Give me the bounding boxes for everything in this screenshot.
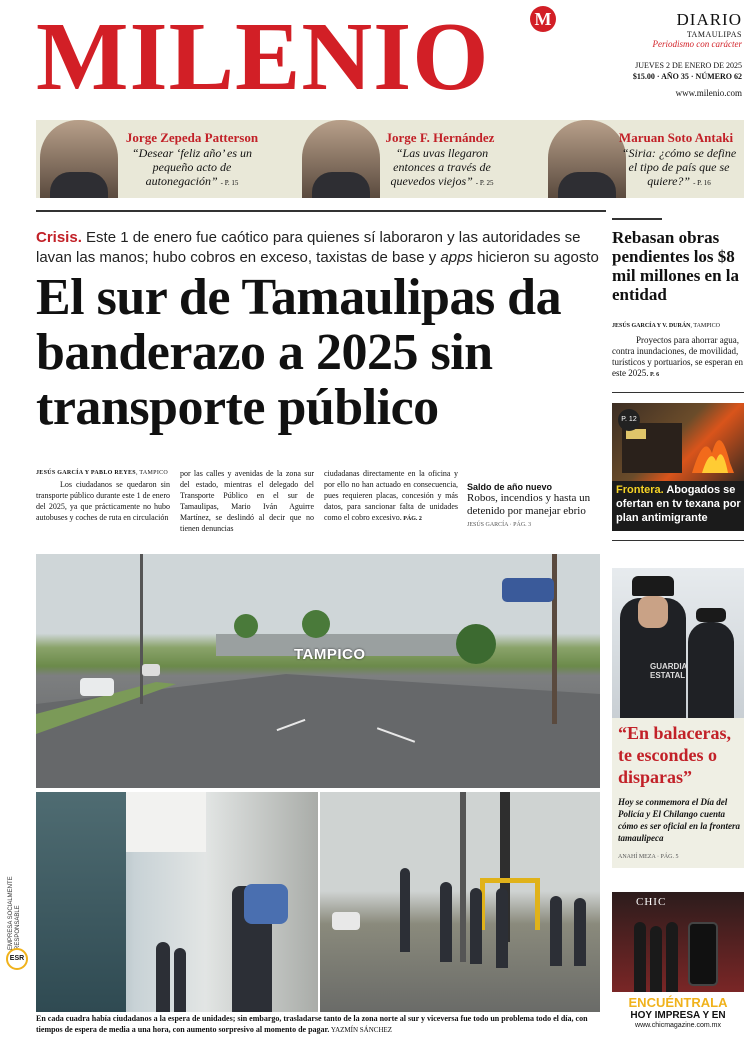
slogan: Periodismo con carácter: [652, 39, 742, 49]
person: [174, 948, 186, 1012]
esr-text: EMPRESA SOCIALMENTE RESPONSABLE: [8, 876, 21, 950]
logo-mark: M: [530, 6, 556, 32]
date-line: JUEVES 2 DE ENERO DE 2025: [635, 61, 742, 70]
lead-kicker: Crisis. Este 1 de enero fue caótico para quienes sí laboraron y las autoridades se lavan las manos; hubo cobros en exceso, taxistas de base y apps hicieron su agosto: [36, 229, 599, 266]
chic-url[interactable]: www.chicmagazine.com.mx: [635, 1022, 721, 1029]
person: [634, 922, 646, 992]
columnist-photo: [302, 120, 380, 198]
balaceras-story[interactable]: [612, 568, 744, 868]
rebasan-byline: JESÚS GARCÍA Y V. DURÁN, TAMPICO: [612, 323, 720, 329]
frontera-text: Frontera. Abogados se ofertan en tv texana por plan antimigrante: [616, 484, 741, 524]
columnist-1[interactable]: [36, 120, 272, 198]
street-photo-right: [320, 792, 600, 1012]
police-officer: [688, 622, 734, 718]
police-cap: [632, 576, 674, 596]
frontera-story[interactable]: [612, 403, 744, 531]
person: [470, 888, 482, 964]
chic-cta-primary: ENCUÉNTRALA: [628, 995, 728, 1010]
columnist-3[interactable]: [508, 120, 744, 198]
columnist-quote: “Desear ‘feliz año’ es un pequeño acto de autonegación” - P. 15: [132, 146, 252, 188]
saldo-text: Robos, incendios y hasta un detenido por manejar ebrio: [467, 492, 591, 517]
chic-logo: CHIC: [636, 896, 667, 908]
esr-logo: ESR: [6, 948, 28, 970]
lead-headline[interactable]: El sur de Tamaulipas da banderazo a 2025 sin transporte público: [36, 269, 562, 436]
saldo-title: Saldo de año nuevo: [467, 482, 553, 492]
chic-cover: [612, 892, 744, 992]
columnist-quote: “Las uvas llegaron entonces a través de quevedos viejos” - P. 25: [390, 146, 494, 188]
balaceras-text: Hoy se conmemora el Día del Policía y El Chilango cuenta cómo es ser oficial en la frontera tamaulipeca: [618, 797, 740, 843]
pole: [460, 792, 466, 962]
columnist-name: Jorge F. Hernández: [385, 130, 495, 145]
tampico-sign: TAMPICO: [294, 646, 366, 663]
price-line: $15.00 · AÑO 35 · NÚMERO 62: [632, 72, 742, 81]
person: [650, 926, 662, 992]
bus-stop: [480, 878, 540, 930]
kicker-label: Crisis.: [36, 229, 82, 246]
saldo-brief[interactable]: [467, 482, 605, 528]
diario-label: DIARIO: [676, 10, 742, 29]
person: [496, 888, 508, 968]
storefront: [36, 792, 126, 1012]
lead-body-col-2: por las calles y avenidas de la zona sur del estado, mientras el delegado del Transporte Público en el sur de Tamaulipas, Mario Iván Aguirre Martínez, se deslindó al decir que no tienen denuncias: [180, 469, 314, 533]
police-photo: [612, 568, 744, 718]
website-link[interactable]: www.milenio.com: [675, 88, 742, 98]
backpack: [244, 884, 288, 924]
road-illustration: [36, 554, 600, 788]
street-photo-left: [36, 792, 318, 1012]
columnists-bar: [36, 120, 744, 198]
main-photo: [36, 554, 600, 788]
person: [574, 898, 586, 966]
masthead-logo: MILENIO: [36, 3, 490, 111]
uniform-text: GUARDIA ESTATAL: [650, 662, 688, 680]
lead-body-col-3: ciudadanas directamente en la oficina y por ello no han actuado en consecuencia, pues requieren placas, concesión y más datos, para sancionar falta de unidades como el cobro excesivo. PÁG. 2: [324, 469, 458, 522]
rebasan-headline[interactable]: Rebasan obras pendientes los $8 mil millones en la entidad: [612, 228, 740, 304]
columnist-2[interactable]: [272, 120, 508, 198]
police-face: [638, 596, 668, 628]
lead-byline: JESÚS GARCÍA Y PABLO REYES, TAMPICO: [36, 470, 169, 476]
balaceras-quote: “En balaceras, te escondes o disparas”: [618, 723, 732, 787]
chic-advert[interactable]: [612, 892, 744, 1032]
section-rule: [612, 540, 744, 541]
edition-info: [633, 60, 742, 82]
photo-caption: En cada cuadra había ciudadanos a la espera de unidades; sin embargo, trasladarse tanto de la zona norte al sur y viceversa fue todo un problema todo el día, con tiempos de espera de media a una hora, con aumento sorpresivo al momento de pagar. YAZMÍN SÁNCHEZ: [36, 1014, 588, 1034]
columnist-name: Maruan Soto Antaki: [618, 130, 734, 145]
police-cap: [696, 608, 726, 622]
chic-cta-secondary: HOY IMPRESA Y EN: [630, 1010, 726, 1021]
lead-body-col-1: JESÚS GARCÍA Y PABLO REYES, TAMPICO Los ciudadanos se quedaron sin transporte público durante este 1 de enero del 2025, ya que prácticamente no hubo autobuses y coches de ruta en circulación: [36, 470, 170, 522]
esr-badge: [4, 876, 32, 990]
masthead-info: [592, 10, 742, 49]
saldo-credit: JESÚS GARCÍA · PÁG. 3: [467, 522, 532, 528]
page-badge: P. 12: [618, 409, 640, 431]
rebasan-text: Proyectos para ahorrar agua, contra inundaciones, de movilidad, turísticos y portuarios, se esperan en este 2025. P. 6: [612, 335, 743, 378]
section-rule: [612, 218, 662, 220]
car: [332, 912, 360, 930]
columnist-photo: [40, 120, 118, 198]
section-rule: [36, 210, 606, 212]
person: [400, 868, 410, 952]
person: [550, 896, 562, 966]
region-label: TAMAULIPAS: [686, 30, 742, 39]
balaceras-byline: ANAHÍ MEZA · PÁG. 5: [618, 854, 679, 860]
person: [666, 922, 678, 992]
columnist-name: Jorge Zepeda Patterson: [125, 130, 259, 145]
phone-icon: [688, 922, 718, 986]
person: [440, 882, 452, 962]
awning: [126, 792, 206, 852]
person: [156, 942, 170, 1012]
section-rule: [612, 392, 744, 393]
columnist-quote: “Siria: ¿cómo se define el tipo de país que se quiere?” - P. 16: [621, 146, 737, 188]
